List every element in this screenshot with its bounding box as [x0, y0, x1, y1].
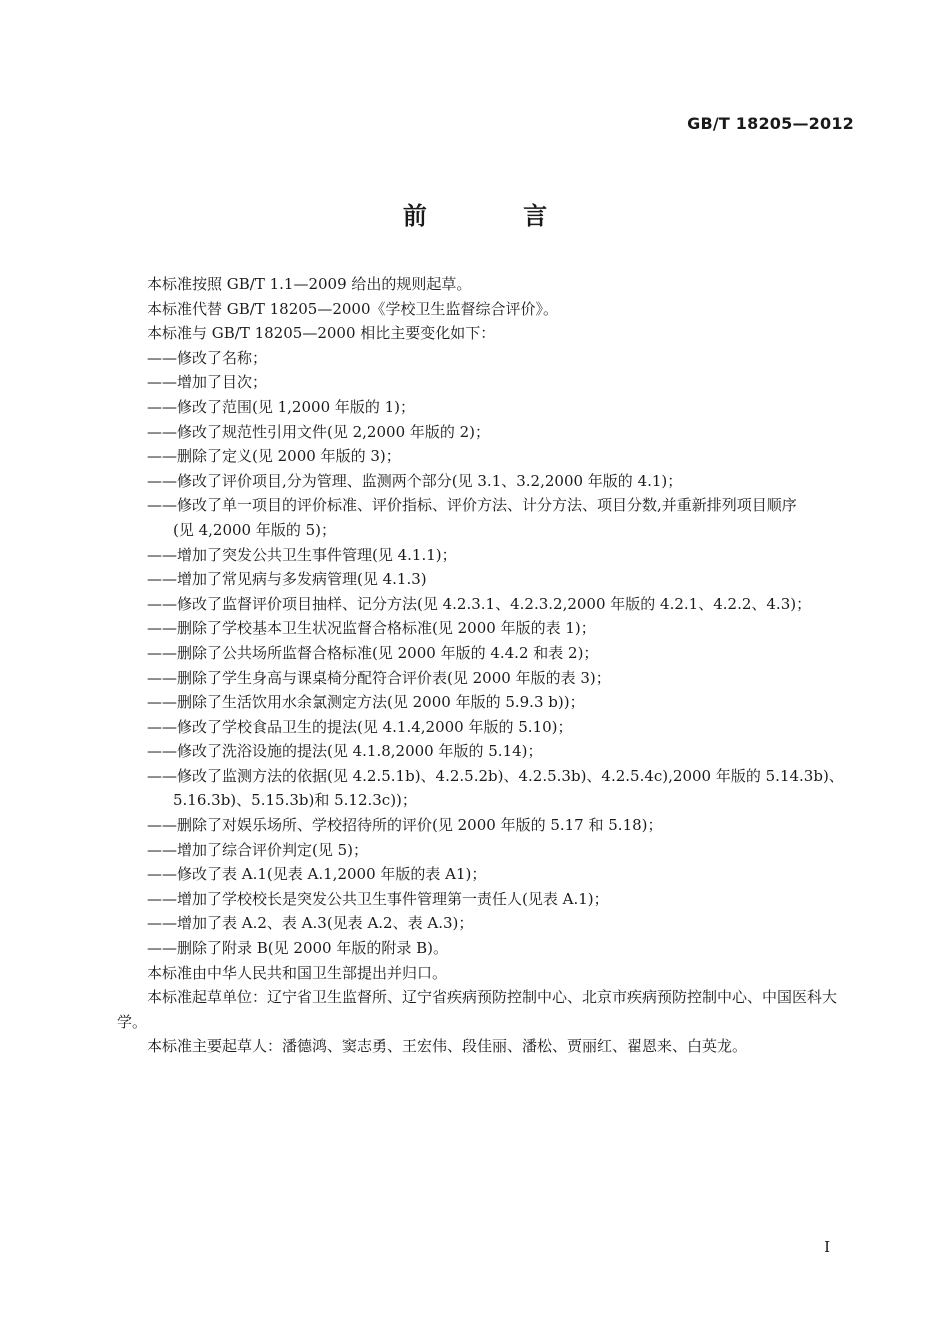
change-item-text: ——增加了目次；	[147, 373, 268, 392]
change-item	[117, 838, 862, 863]
change-item	[117, 493, 862, 542]
change-item	[117, 469, 862, 494]
document-body	[117, 272, 862, 1059]
change-item	[117, 862, 862, 887]
change-item-text: ——修改了单一项目的评价标准、评价指标、评价方法、计分方法、项目分数,并重新排列项目顺序	[147, 496, 797, 515]
change-item	[117, 395, 862, 420]
standard-code: GB/T 18205—2012	[687, 114, 854, 133]
change-item	[117, 764, 862, 813]
change-item-text: ——增加了突发公共卫生事件管理(见 4.1.1)；	[147, 545, 457, 564]
change-item	[117, 616, 862, 641]
change-item-text: ——删除了定义(见 2000 年版的 3)；	[147, 447, 401, 466]
change-item-text: ——修改了监督评价项目抽样、记分方法(见 4.2.3.1、4.2.3.2,2000 年版的 4.2.1、4.2.2、4.3)；	[147, 594, 812, 613]
change-item	[117, 813, 862, 838]
change-item	[117, 444, 862, 469]
change-item	[117, 936, 862, 961]
change-item-text: ——增加了综合评价判定(见 5)；	[147, 840, 369, 859]
change-item	[117, 592, 862, 617]
change-item	[117, 420, 862, 445]
change-item-text: ——删除了公共场所监督合格标准(见 2000 年版的 4.4.2 和表 2)；	[147, 643, 599, 662]
change-item	[117, 370, 862, 395]
change-item-text: ——修改了洗浴设施的提法(见 4.1.8,2000 年版的 5.14)；	[147, 742, 543, 761]
change-item-text: ——修改了学校食品卫生的提法(见 4.1.4,2000 年版的 5.10)；	[147, 717, 573, 736]
change-item-text: ——删除了附录 B(见 2000 年版的附录 B)。	[147, 939, 448, 958]
change-item-text: ——修改了评价项目,分为管理、监测两个部分(见 3.1、3.2,2000 年版的 4.1)；	[147, 471, 683, 490]
intro-paragraph: 本标准与 GB/T 18205—2000 相比主要变化如下：	[147, 324, 496, 343]
change-item-text: ——删除了学生身高与课桌椅分配符合评价表(见 2000 年版的表 3)；	[147, 668, 611, 687]
change-item-text: ——修改了监测方法的依据(见 4.2.5.1b)、4.2.5.2b)、4.2.5.3b)、4.2.5.4c),2000 年版的 5.14.3b)、	[147, 766, 844, 785]
change-item-text: ——删除了生活饮用水余氯测定方法(见 2000 年版的 5.9.3 b))；	[147, 693, 585, 712]
change-item	[117, 739, 862, 764]
closing-paragraph: 本标准起草单位：辽宁省卫生监督所、辽宁省疾病预防控制中心、北京市疾病预防控制中心、中国医科大学。	[117, 988, 838, 1031]
change-item-text: ——修改了规范性引用文件(见 2,2000 年版的 2)；	[147, 422, 491, 441]
change-item-continuation: 5.16.3b)、5.15.3b)和 5.12.3c))；	[173, 791, 417, 810]
change-item	[117, 715, 862, 740]
change-item	[117, 887, 862, 912]
change-item	[117, 543, 862, 568]
change-item-text: ——删除了学校基本卫生状况监督合格标准(见 2000 年版的表 1)；	[147, 619, 596, 638]
closing-paragraph: 本标准主要起草人：潘德鸿、窦志勇、王宏伟、段佳丽、潘松、贾丽红、翟恩来、白英龙。	[147, 1037, 748, 1056]
change-item-text: ——修改了表 A.1(见表 A.1,2000 年版的表 A1)；	[147, 865, 487, 884]
change-item	[117, 641, 862, 666]
change-item-continuation: (见 4,2000 年版的 5)；	[173, 520, 337, 539]
changes-list	[117, 346, 862, 961]
change-item-text: ——增加了表 A.2、表 A.3(见表 A.2、表 A.3)；	[147, 914, 474, 933]
change-item-text: ——增加了常见病与多发病管理(见 4.1.3)	[147, 570, 427, 589]
change-item	[117, 346, 862, 371]
page-number: I	[824, 1238, 830, 1256]
change-item-text: ——修改了范围(见 1,2000 年版的 1)；	[147, 397, 416, 416]
closing-paragraph: 本标准由中华人民共和国卫生部提出并归口。	[147, 963, 448, 982]
intro-paragraph: 本标准代替 GB/T 18205—2000《学校卫生监督综合评价》。	[147, 299, 558, 318]
change-item	[117, 911, 862, 936]
change-item-text: ——修改了名称；	[147, 348, 268, 367]
intro-paragraph: 本标准按照 GB/T 1.1—2009 给出的规则起草。	[147, 275, 472, 293]
change-item	[117, 690, 862, 715]
page-title: 前 言	[402, 202, 592, 230]
change-item-text: ——删除了对娱乐场所、学校招待所的评价(见 2000 年版的 5.17 和 5.18)；	[147, 816, 663, 835]
change-item	[117, 567, 862, 592]
change-item	[117, 666, 862, 691]
change-item-text: ——增加了学校校长是突发公共卫生事件管理第一责任人(见表 A.1)；	[147, 889, 609, 908]
